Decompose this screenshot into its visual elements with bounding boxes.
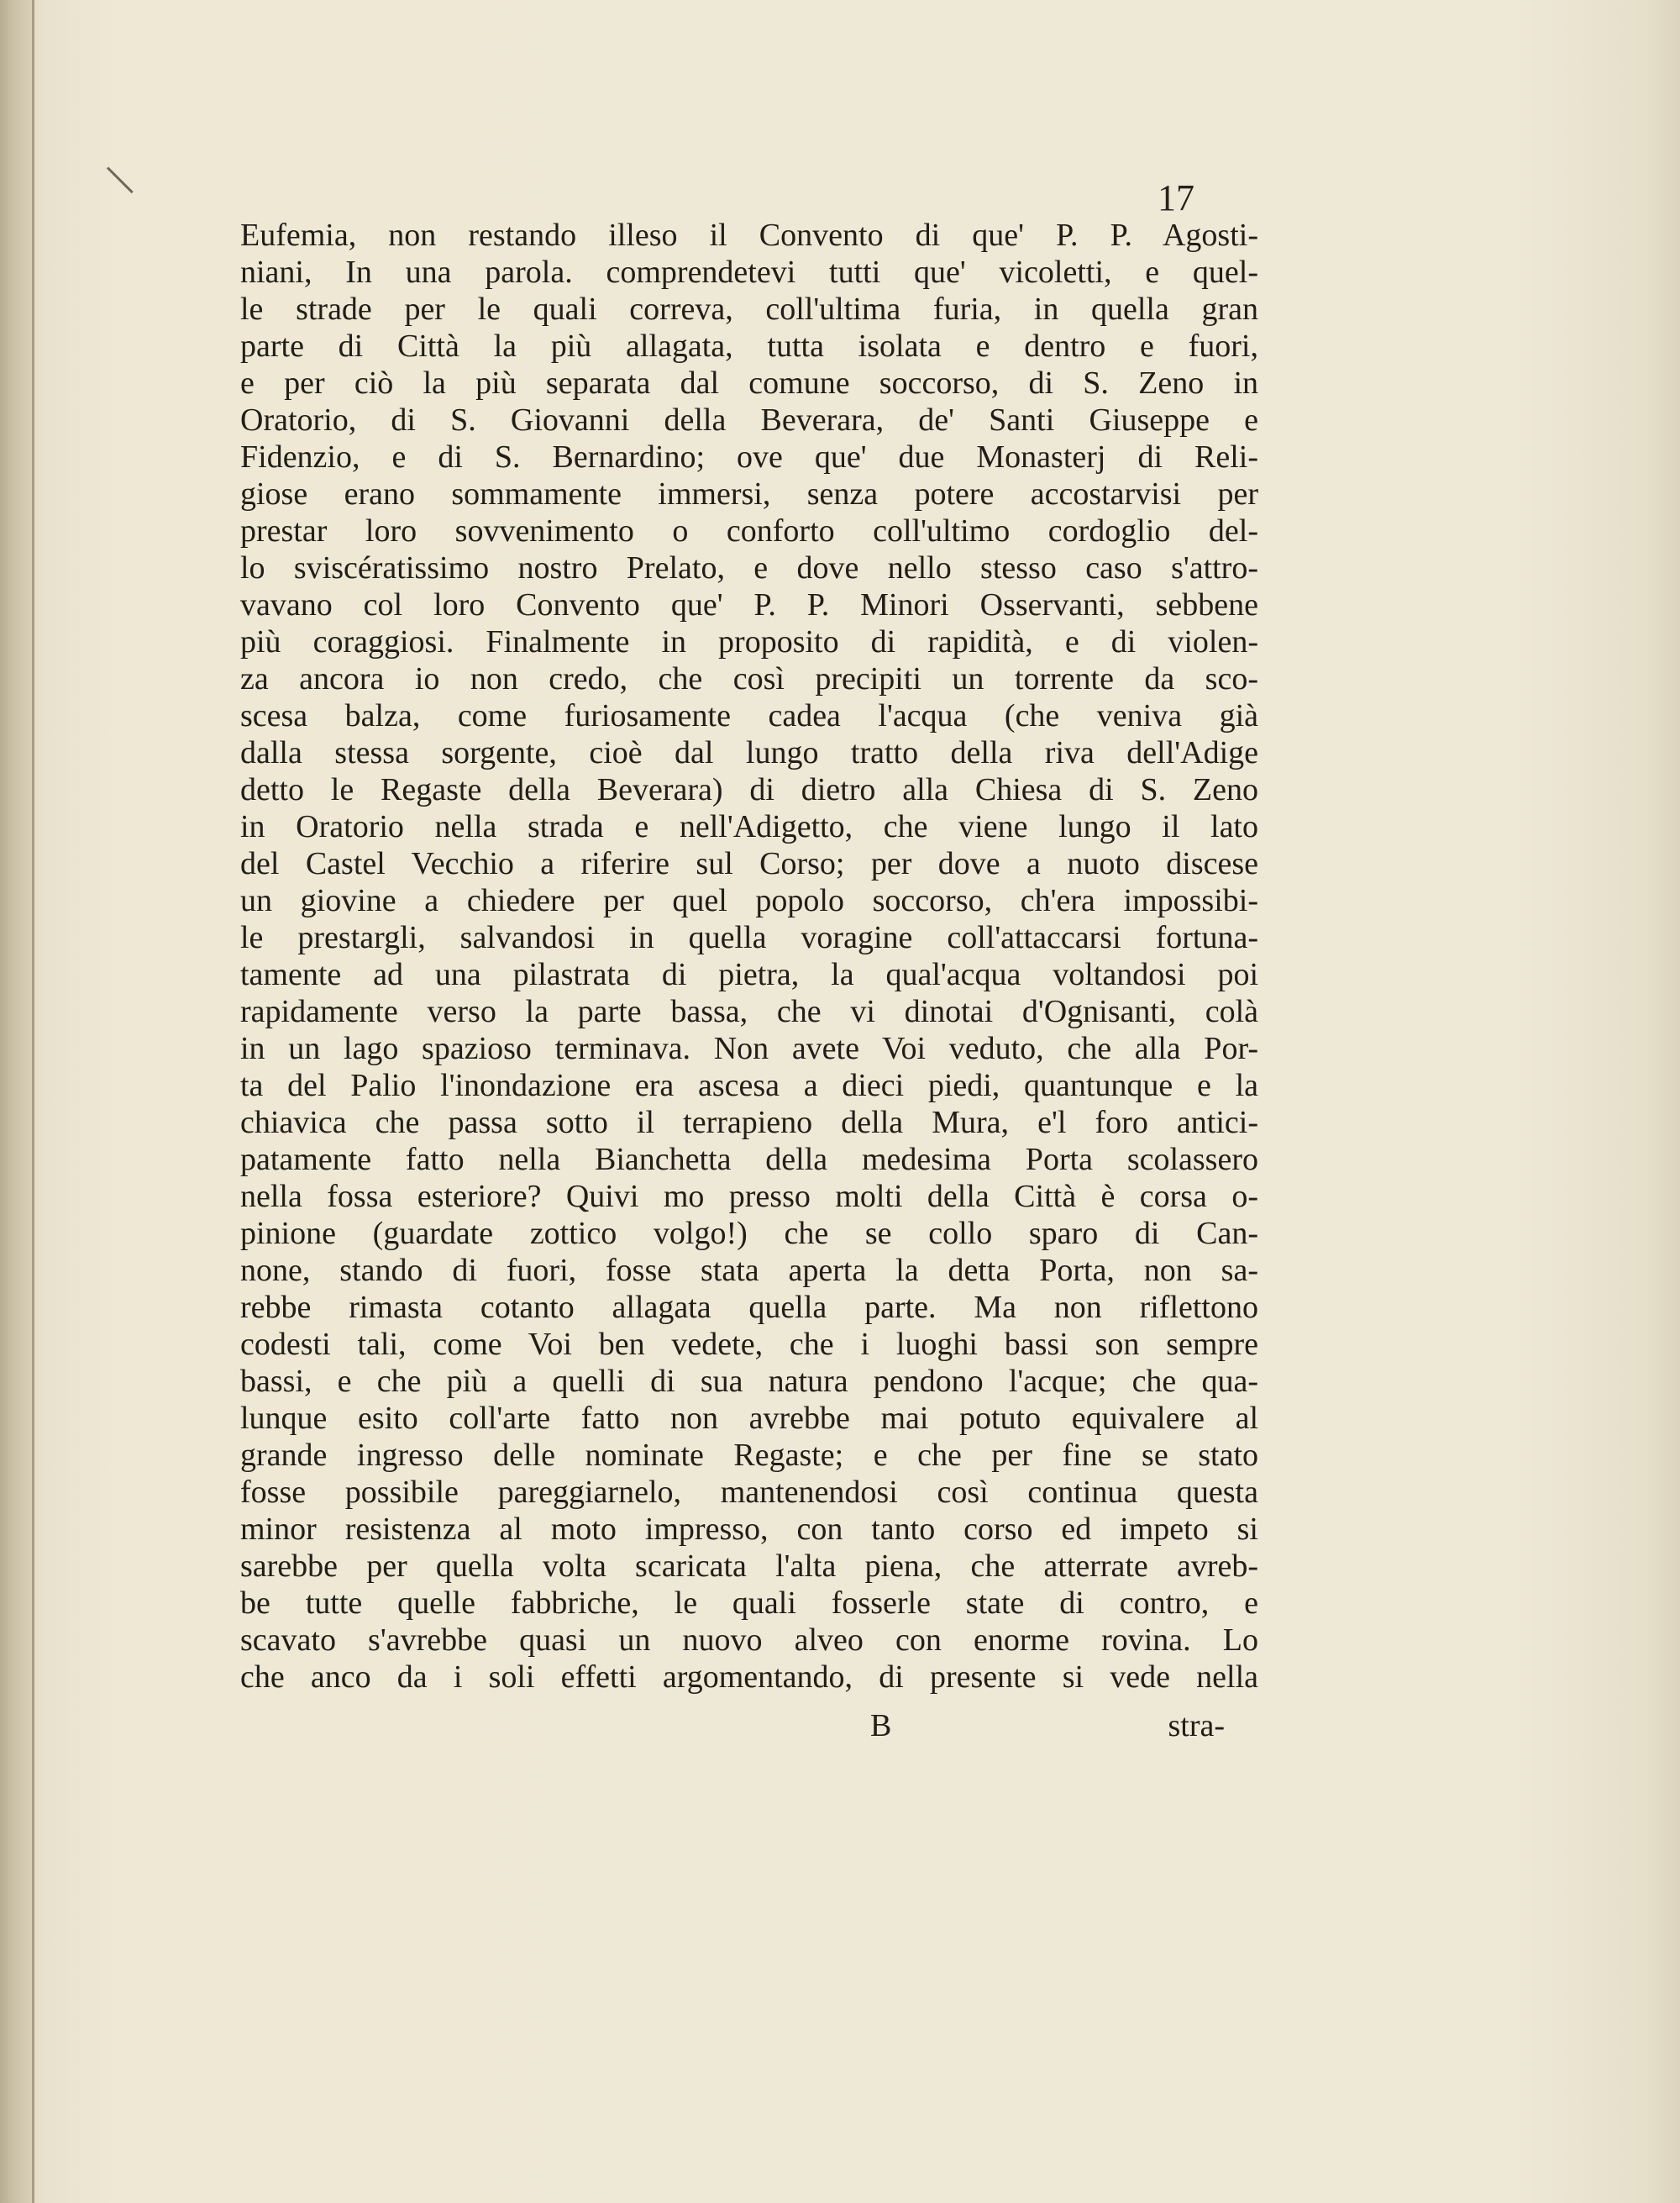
text-line: scesa balza, come furiosamente cadea l'acqua (che veniva già — [240, 698, 1258, 733]
binding-edge — [32, 0, 34, 2203]
text-line: Fidenzio, e di S. Bernardino; ove que' due Monasterj di Reli- — [240, 439, 1258, 475]
page-number: 17 — [1158, 177, 1194, 218]
text-line: parte di Città la più allagata, tutta isolata e dentro e fuori, — [240, 329, 1258, 364]
text-line: le strade per le quali correva, coll'ultima furia, in quella gran — [240, 292, 1258, 327]
page-binding — [0, 0, 32, 2203]
text-line: none, stando di fuori, fosse stata aperta la detta Porta, non sa- — [240, 1253, 1258, 1288]
text-line: niani, In una parola. comprendetevi tutti que' vicoletti, e quel- — [240, 255, 1258, 290]
text-line: grande ingresso delle nominate Regaste; e che per fine se stato — [240, 1438, 1258, 1473]
corner-ink-mark — [107, 166, 134, 193]
text-line: lo sviscératissimo nostro Prelato, e dove nello stesso caso s'attro- — [240, 550, 1258, 586]
text-line: chiavica che passa sotto il terrapieno della Mura, e'l foro antici- — [240, 1105, 1258, 1140]
text-line: be tutte quelle fabbriche, le quali fosserle state di contro, e — [240, 1585, 1258, 1621]
text-line: che anco da i soli effetti argomentando, di presente si vede nella — [240, 1659, 1258, 1695]
text-line: in un lago spazioso terminava. Non avete Voi veduto, che alla Por- — [240, 1031, 1258, 1066]
text-line: patamente fatto nella Bianchetta della medesima Porta scolassero — [240, 1142, 1258, 1177]
text-line: le prestargli, salvandosi in quella voragine coll'attaccarsi fortuna- — [240, 920, 1258, 955]
text-line: ta del Palio l'inondazione era ascesa a dieci piedi, quantunque e la — [240, 1068, 1258, 1103]
text-line: tamente ad una pilastrata di pietra, la qual'acqua voltandosi poi — [240, 957, 1258, 992]
text-line: fosse possibile pareggiarnelo, mantenendosi così continua questa — [240, 1475, 1258, 1510]
text-line: nella fossa esteriore? Quivi mo presso molti della Città è corsa o- — [240, 1179, 1258, 1214]
text-line: rebbe rimasta cotanto allagata quella parte. Ma non riflettono — [240, 1290, 1258, 1325]
text-line: codesti tali, come Voi ben vedete, che i luoghi bassi son sempre — [240, 1327, 1258, 1362]
text-line: bassi, e che più a quelli di sua natura pendono l'acque; che qua- — [240, 1364, 1258, 1399]
signature-mark: B — [870, 1708, 892, 1743]
text-line: un giovine a chiedere per quel popolo soccorso, ch'era impossibi- — [240, 883, 1258, 918]
text-line: Eufemia, non restando illeso il Convento di que' P. P. Agosti- — [240, 218, 1258, 253]
text-line: Oratorio, di S. Giovanni della Beverara, de' Santi Giuseppe e — [240, 402, 1258, 438]
text-line: za ancora io non credo, che così precipiti un torrente da sco- — [240, 661, 1258, 697]
catchword: stra- — [1168, 1708, 1225, 1743]
text-line: dalla stessa sorgente, cioè dal lungo tratto della riva dell'Adige — [240, 735, 1258, 770]
text-line: giose erano sommamente immersi, senza potere accostarvisi per — [240, 476, 1258, 512]
text-line: scavato s'avrebbe quasi un nuovo alveo con enorme rovina. Lo — [240, 1622, 1258, 1658]
text-line: lunque esito coll'arte fatto non avrebbe mai potuto equivalere al — [240, 1401, 1258, 1436]
text-line: detto le Regaste della Beverara) di dietro alla Chiesa di S. Zeno — [240, 772, 1258, 807]
text-line: rapidamente verso la parte bassa, che vi dinotai d'Ognisanti, colà — [240, 994, 1258, 1029]
text-line: minor resistenza al moto impresso, con tanto corso ed impeto si — [240, 1512, 1258, 1547]
text-line: prestar loro sovvenimento o conforto coll'ultimo cordoglio del- — [240, 513, 1258, 549]
body-text — [240, 217, 1258, 1696]
text-line: sarebbe per quella volta scaricata l'alta piena, che atterrate avreb- — [240, 1548, 1258, 1584]
text-line: pinione (guardate zottico volgo!) che se collo sparo di Can- — [240, 1216, 1258, 1251]
text-line: vavano col loro Convento que' P. P. Minori Osservanti, sebbene — [240, 587, 1258, 623]
text-line: in Oratorio nella strada e nell'Adigetto, che viene lungo il lato — [240, 809, 1258, 844]
page-footer — [240, 1707, 1258, 1749]
text-line: più coraggiosi. Finalmente in proposito di rapidità, e di violen- — [240, 624, 1258, 660]
text-line: del Castel Vecchio a riferire sul Corso; per dove a nuoto discese — [240, 846, 1258, 881]
text-line: e per ciò la più separata dal comune soccorso, di S. Zeno in — [240, 365, 1258, 401]
